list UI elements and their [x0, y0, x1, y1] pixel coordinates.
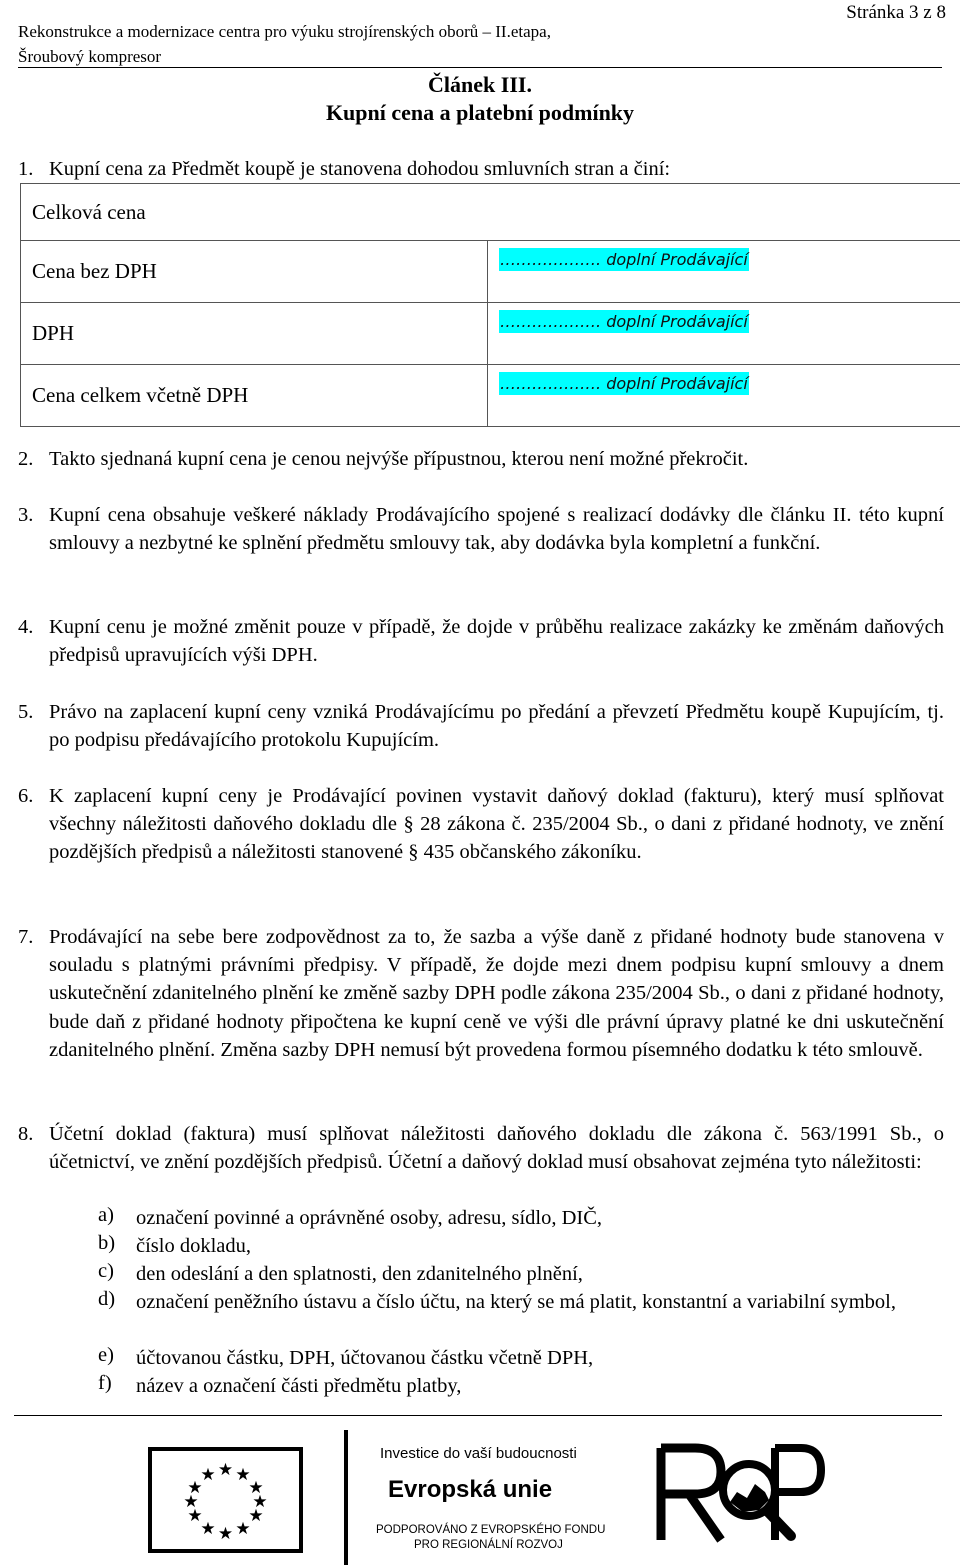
row-label: DPH — [21, 303, 488, 365]
list-text: číslo dokladu, — [136, 1235, 252, 1257]
svg-text:★: ★ — [183, 1492, 199, 1512]
list-letter: d) — [98, 1288, 116, 1310]
footer-rule — [14, 1415, 942, 1416]
footer-slogan: Investice do vaší budoucnosti — [380, 1445, 577, 1462]
svg-text:★: ★ — [187, 1478, 203, 1498]
paragraph-number: 4. — [18, 616, 34, 638]
list-item — [98, 1344, 944, 1372]
list-text: označení povinné a oprávněné osoby, adresu, sídlo, DIČ, — [136, 1207, 603, 1229]
table-row — [21, 303, 960, 365]
svg-text:★: ★ — [248, 1478, 264, 1498]
paragraph-7 — [18, 923, 944, 1064]
list-item — [98, 1372, 944, 1400]
fill-placeholder: doplní Prodávající — [606, 374, 748, 393]
list-letter: b) — [98, 1232, 116, 1254]
list-item — [98, 1288, 944, 1316]
header-subject-line: Šroubový kompresor — [18, 47, 162, 66]
row-label: Cena celkem včetně DPH — [21, 365, 488, 427]
fill-placeholder: doplní Prodávající — [606, 250, 748, 269]
dots: ………………. — [500, 312, 602, 331]
dots: ………………. — [500, 250, 602, 269]
paragraph-text: Takto sjednaná kupní cena je cenou nejvýše přípustnou, kterou není možné překročit. — [49, 448, 749, 470]
table-row — [21, 241, 960, 303]
article-number: Článek III. — [428, 72, 532, 97]
paragraph-number: 5. — [18, 701, 34, 723]
header-rule — [18, 67, 942, 68]
paragraph-8 — [18, 1120, 944, 1176]
svg-text:★: ★ — [235, 1519, 251, 1539]
list-text: den odeslání a den splatnosti, den zdanitelného plnění, — [136, 1263, 583, 1285]
row-label: Cena bez DPH — [21, 241, 488, 303]
paragraph-text: Prodávající na sebe bere zodpovědnost za to, že sazba a výše daně z přidané hodnoty bude stanovena v souladu s platnými právními předpisy. V případě, že dojde mezi dnem podpisu kupní smlouvy a dnem uskutečnění zdanitelného plnění ke změně sazby DPH podle zákona 235/2004 Sb., o dani z přidané hodnoty, bude daň z přidané hodnoty připočtena ke kupní ceně ve výši dle právní úpravy platné ke dni uskutečnění zdanitelného plnění. Změna sazby DPH nemusí být provedena formou písemného dodatku k této smlouvě. — [49, 926, 944, 1061]
row-value[interactable] — [488, 303, 960, 365]
list-letter: c) — [98, 1260, 114, 1282]
footer-divider — [344, 1430, 348, 1565]
paragraph-text: K zaplacení kupní ceny je Prodávající povinen vystavit daňový doklad (fakturu), který musí splňovat všechny náležitosti daňového dokladu dle § 28 zákona č. 235/2004 Sb., o dani z přidané hodnoty, ve znění pozdějších předpisů a náležitosti stanovené § 435 občanského zákoníku. — [49, 785, 944, 864]
paragraph-text: Kupní cenu je možné změnit pouze v případě, že dojde v průběhu realizace zakázky ke změnám daňových předpisů upravujících výši DPH. — [49, 616, 944, 667]
svg-text:★: ★ — [200, 1465, 216, 1485]
paragraph-number: 7. — [18, 926, 34, 948]
page-number: Stránka 3 z 8 — [846, 2, 946, 23]
article-title: Kupní cena a platební podmínky — [325, 100, 635, 125]
list-item — [98, 1204, 944, 1232]
paragraph-text: Právo na zaplacení kupní ceny vzniká Prodávajícímu po předání a převzetí Předmětu koupě Kupujícím, tj. po podpisu předávajícího protokolu Kupujícím. — [49, 701, 944, 752]
paragraph-text: Kupní cena za Předmět koupě je stanovena dohodou smluvních stran a činí: — [49, 158, 671, 180]
paragraph-text: Účetní doklad (faktura) musí splňovat náležitosti daňového dokladu dle zákona č. 563/1991 Sb., o účetnictví, ve znění pozdějších předpisů. Účetní a daňový doklad musí obsahovat zejména tyto náležitosti: — [49, 1123, 944, 1174]
list-text: označení peněžního ústavu a číslo účtu, na který se má platit, konstantní a variabilní symbol, — [136, 1291, 897, 1313]
fill-placeholder: doplní Prodávající — [606, 312, 748, 331]
svg-text:★: ★ — [248, 1506, 264, 1526]
list-letter: e) — [98, 1344, 114, 1366]
svg-text:★: ★ — [200, 1519, 216, 1539]
eu-flag-icon — [148, 1447, 303, 1553]
price-table — [20, 183, 960, 427]
svg-text:★: ★ — [217, 1460, 234, 1480]
paragraph-1 — [18, 155, 944, 183]
rop-logo-icon — [655, 1432, 825, 1562]
footer-fund-line2: PRO REGIONÁLNÍ ROZVOJ — [414, 1539, 563, 1551]
table-header-cell: Celková cena — [21, 184, 960, 241]
paragraph-number: 8. — [18, 1123, 34, 1145]
svg-text:★: ★ — [217, 1524, 234, 1544]
table-row — [21, 184, 960, 241]
paragraph-number: 2. — [18, 448, 34, 470]
list-letter: f) — [98, 1372, 112, 1394]
header-project-line: Rekonstrukce a modernizace centra pro výuku strojírenských oborů – II.etapa, — [18, 22, 551, 41]
row-value[interactable] — [488, 241, 960, 303]
paragraph-6 — [18, 782, 944, 867]
list-item — [98, 1260, 944, 1288]
paragraph-5 — [18, 698, 944, 754]
footer-eu: Evropská unie — [388, 1476, 553, 1503]
svg-text:★: ★ — [235, 1465, 251, 1485]
dots: ………………. — [500, 374, 602, 393]
paragraph-text: Kupní cena obsahuje veškeré náklady Prodávajícího spojené s realizací dodávky dle článku II. této kupní smlouvy a nezbytné ke splnění předmětu smlouvy tak, aby dodávka byla kompletní a funkční. — [49, 504, 944, 555]
paragraph-3 — [18, 501, 944, 557]
footer-fund-line1: PODPOROVÁNO Z EVROPSKÉHO FONDU — [376, 1524, 606, 1536]
paragraph-4 — [18, 613, 944, 669]
svg-text:★: ★ — [252, 1492, 268, 1512]
row-value[interactable] — [488, 365, 960, 427]
svg-text:★: ★ — [187, 1506, 203, 1526]
table-row — [21, 365, 960, 427]
list-letter: a) — [98, 1204, 114, 1226]
paragraph-number: 1. — [18, 158, 34, 180]
paragraph-number: 6. — [18, 785, 34, 807]
paragraph-2 — [18, 445, 944, 473]
paragraph-number: 3. — [18, 504, 34, 526]
list-text: název a označení části předmětu platby, — [136, 1375, 462, 1397]
list-text: účtovanou částku, DPH, účtovanou částku včetně DPH, — [136, 1347, 594, 1369]
list-item — [98, 1232, 944, 1260]
